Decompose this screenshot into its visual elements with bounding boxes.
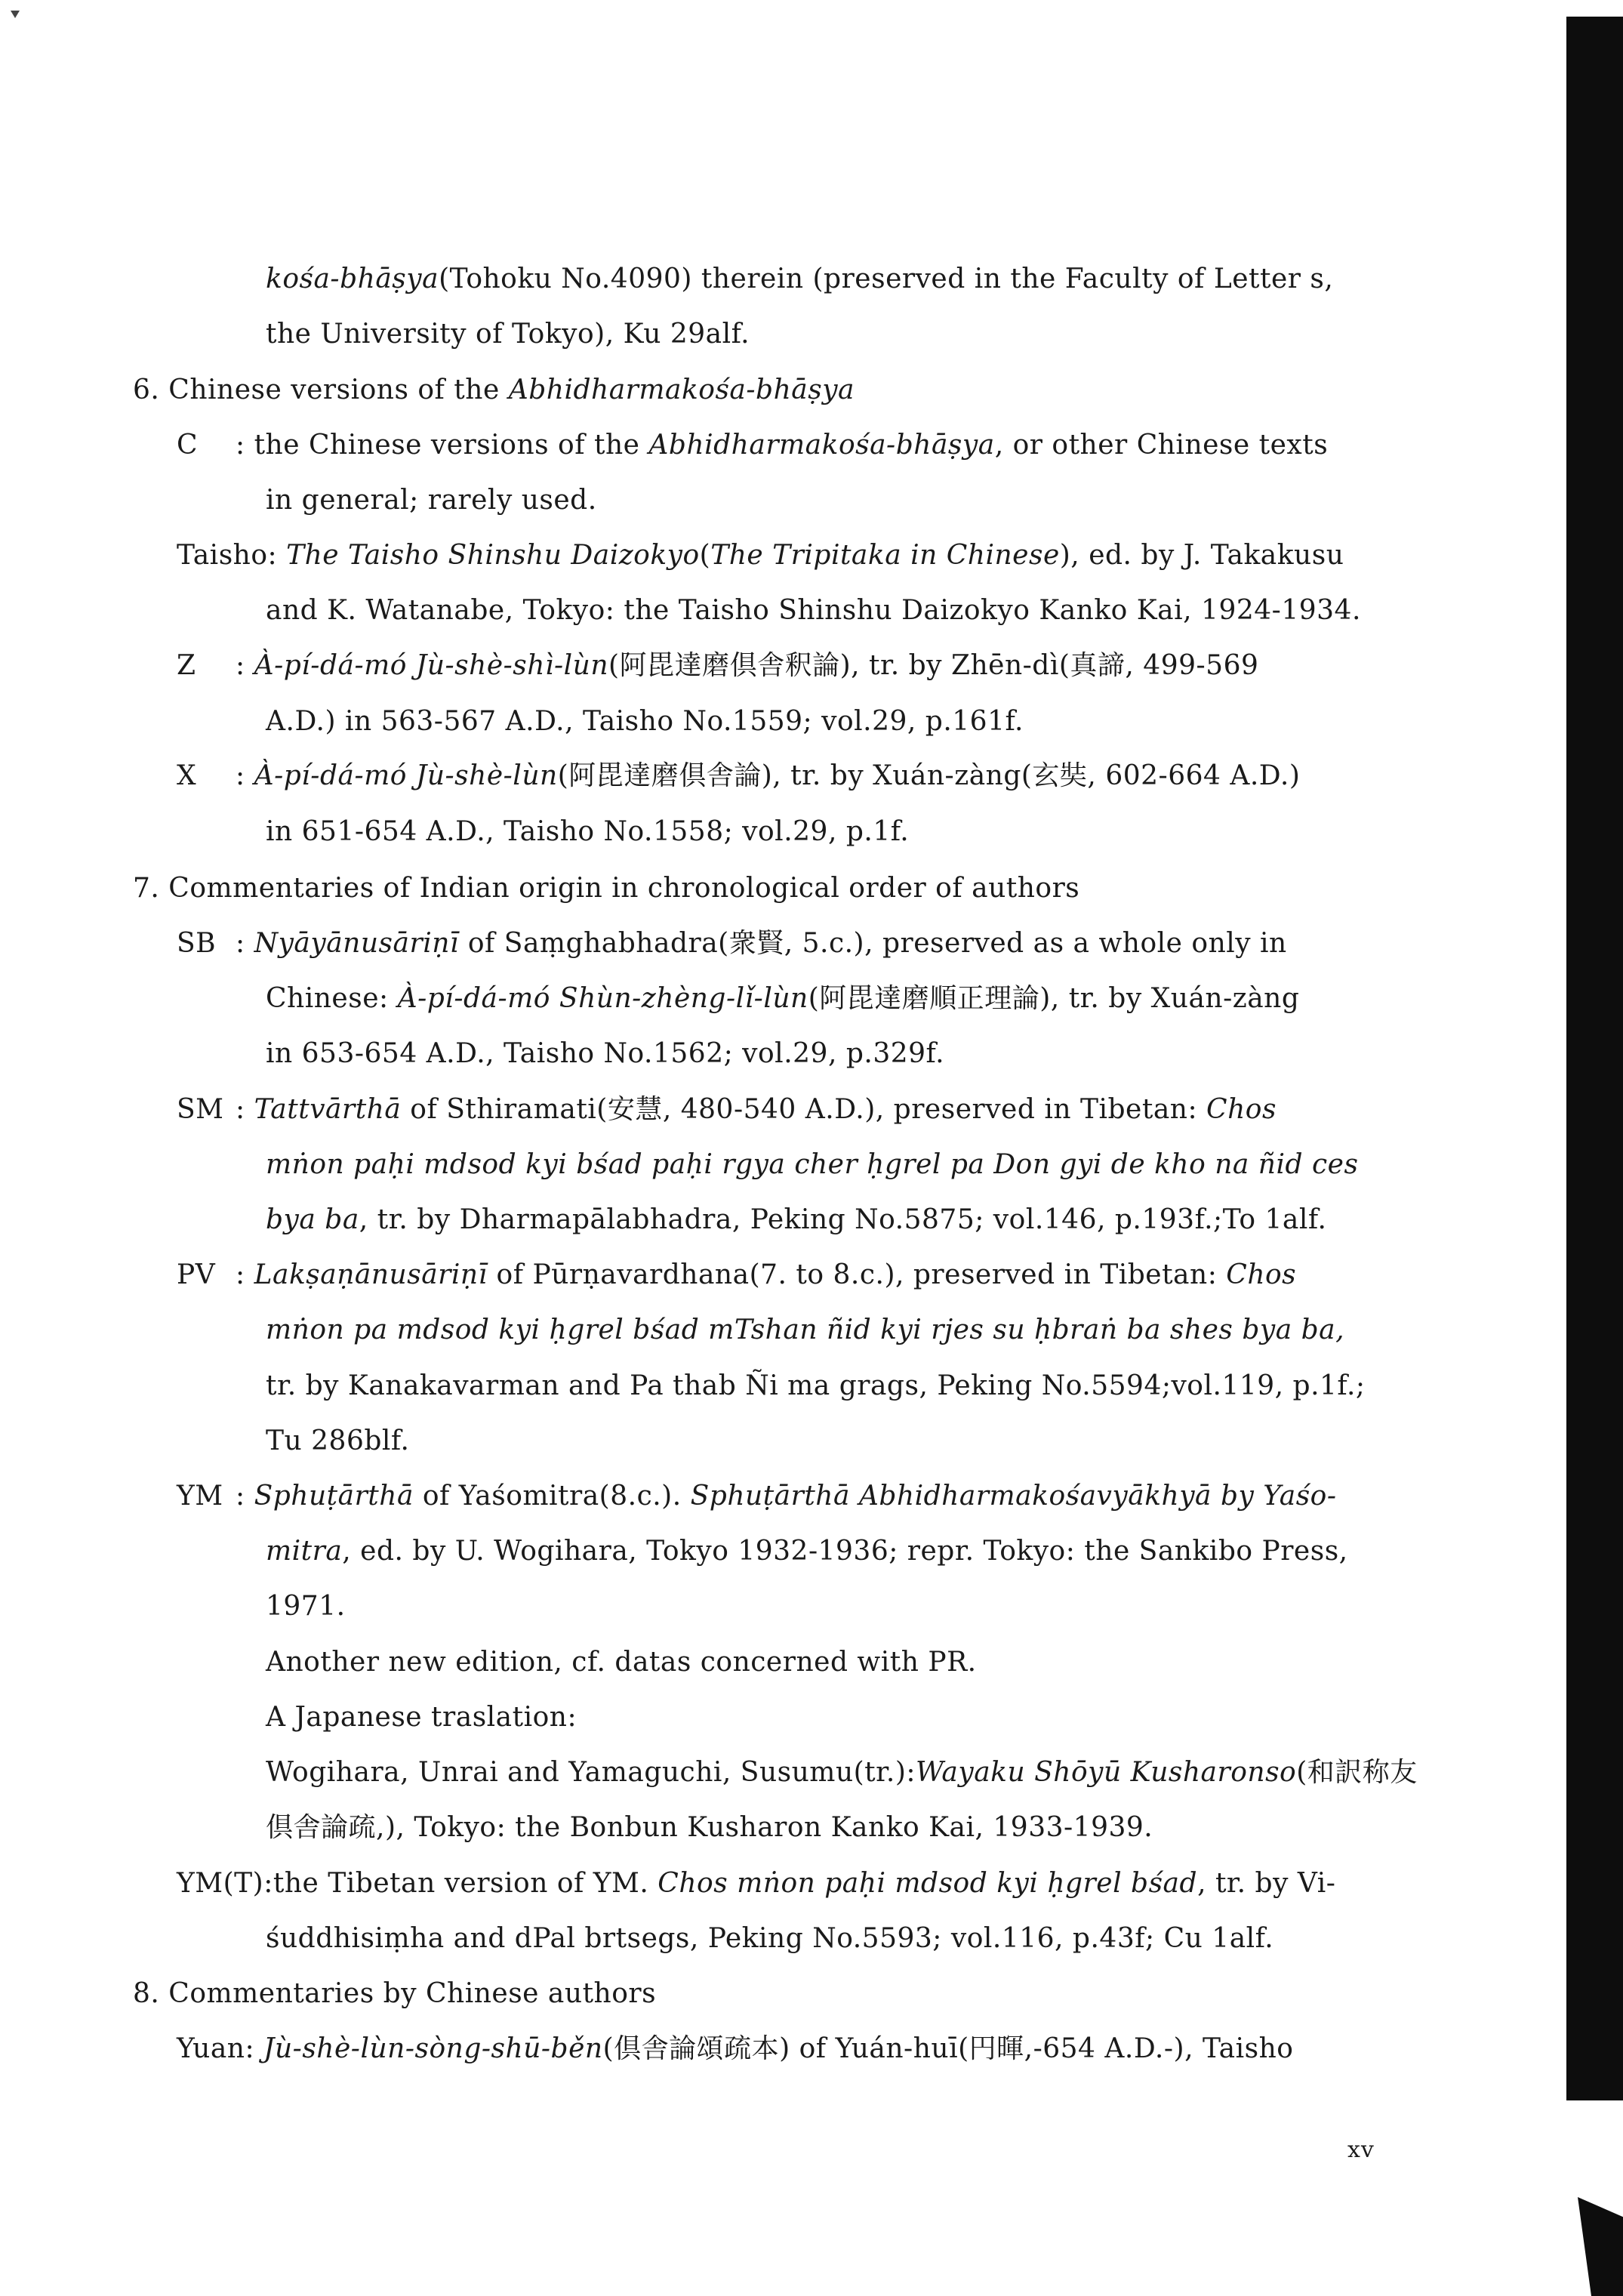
entry-title: Abhidharmakośa-bhāṣya [648,430,995,461]
entry-sm-line-2: mṅon paḥi mdsod kyi bśad paḥi rgya cher ḥgrel pa Don gyi de kho na ñid ces [266,1149,1359,1180]
entry-colon: : [236,1481,254,1512]
entry-5-text: (Tohoku No.4090) therein (preserved in the Faculty of Letter s, [439,264,1334,294]
entry-title: Jù-shè-lùn-sòng-shū-běn [263,2033,603,2064]
entry-ym-line-5: A Japanese traslation: [266,1702,577,1733]
entry-text: , ed. by U. Wogihara, Tokyo 1932-1936; repr. Tokyo: the Sankibo Press, [342,1536,1348,1567]
entry-text: (阿毘達磨順正理論), tr. by Xuán-zàng [808,983,1300,1014]
entry-text: ( [699,540,711,571]
entry-key: Yuan: [177,2033,264,2064]
entry-text: : the Chinese versions of the [236,430,649,461]
entry-text: of Yaśomitra(8.c.). [413,1481,691,1512]
entry-sb-key: SB [177,928,217,959]
page-number: xv [1347,2137,1375,2163]
entry-title: À-pí-dá-mó Jù-shè-shì-lùn [254,650,609,681]
entry-sb-line-3: in 653-654 A.D., Taisho No.1562; vol.29, p.329f. [266,1038,945,1069]
entry-text: (和訳称友 [1296,1757,1418,1788]
heading-title: Abhidharmakośa-bhāṣya [508,374,855,405]
entry-text: (阿毘達磨倶舎論), tr. by Xuán-zàng(玄奘, 602-664 A.D.) [557,760,1301,791]
entry-c-line-1 [236,429,1328,462]
entry-key: Taisho: [177,540,287,571]
entry-5-line-1 [266,263,1333,296]
entry-key: YM(T):the Tibetan version of YM. [177,1868,658,1899]
entry-colon: : [236,1094,254,1125]
entry-ym-key: YM [177,1481,223,1512]
entry-title: Wayaku Shōyū Kusharonso [916,1757,1297,1788]
entry-title: mitra [266,1536,343,1567]
entry-title: The Tripitaka in Chinese [710,540,1060,571]
entry-title: À-pí-dá-mó Shùn-zhèng-lǐ-lùn [397,983,808,1014]
entry-title: bya ba [266,1204,359,1235]
entry-sb-line-1 [236,927,1287,960]
entry-ym-line-6 [266,1756,1418,1789]
entry-text: of Pūrṇavardhana(7. to 8.c.), preserved in Tibetan: [487,1259,1227,1290]
entry-title: Sphuṭārthā Abhidharmakośavyākhyā by Yaśo- [690,1481,1337,1512]
entry-title: À-pí-dá-mó Jù-shè-lùn [254,760,558,791]
entry-x-key: X [177,760,197,791]
entry-taisho-line-2: and K. Watanabe, Tokyo: the Taisho Shinshu Daizokyo Kanko Kai, 1924-1934. [266,595,1361,626]
entry-z-line-1 [236,649,1258,683]
entry-text: Chinese: [266,983,398,1014]
entry-text: , tr. by Dharmapālabhadra, Peking No.5875; vol.146, p.193f.;To 1alf. [359,1204,1327,1235]
entry-c-line-2: in general; rarely used. [266,485,597,516]
entry-title: Nyāyānusāriṇī [254,928,459,959]
entry-x-line-2: in 651-654 A.D., Taisho No.1558; vol.29, p.1f. [266,816,910,847]
heading-text: 6. Chinese versions of the [133,374,509,405]
entry-taisho-line-1 [177,539,1344,572]
entry-c-key: C [177,430,199,461]
entry-ym-line-2 [266,1535,1348,1568]
entry-title: Chos [1206,1094,1277,1125]
entry-ymt-line-2: śuddhisiṃha and dPal brtsegs, Peking No.5593; vol.116, p.43f; Cu 1alf. [266,1923,1274,1954]
entry-text: ), ed. by J. Takakusu [1059,540,1344,571]
entry-ym-line-3: 1971. [266,1591,346,1622]
entry-yuan-line-1 [177,2032,1294,2066]
entry-text: , or other Chinese texts [994,430,1329,461]
entry-text: (阿毘達磨倶舎釈論), tr. by Zhēn-dì(真諦, 499-569 [608,650,1259,681]
entry-text: of Saṃghabhadra(衆賢, 5.c.), preserved as a whole only in [458,928,1287,959]
entry-ym-line-4: Another new edition, cf. datas concerned with PR. [266,1647,977,1678]
entry-5-title: kośa-bhāṣya [266,264,439,294]
entry-pv-key: PV [177,1259,216,1290]
entry-sm-key: SM [177,1094,224,1125]
entry-sm-line-3 [266,1203,1326,1237]
section-8-heading: 8. Commentaries by Chinese authors [133,1978,657,2009]
entry-title: Sphuṭārthā [254,1481,414,1512]
entry-ym-line-1 [236,1480,1337,1513]
entry-z-line-2: A.D.) in 563-567 A.D., Taisho No.1559; vol.29, p.161f. [266,706,1024,737]
entry-ymt-line-1 [177,1867,1335,1900]
scan-edge-bar-top [1566,17,1623,2100]
entry-title: The Taisho Shinshu Daizokyo [286,540,700,571]
section-6-heading [133,374,855,407]
entry-text: (倶舎論頌疏本) of Yuán-huī(円暉,-654 A.D.-), Taisho [602,2033,1294,2064]
entry-title: Lakṣaṇānusāriṇī [254,1259,488,1290]
corner-mark [11,11,20,18]
entry-colon: : [236,928,254,959]
entry-pv-line-1 [236,1259,1296,1292]
entry-sb-line-2 [266,982,1299,1015]
entry-5-line-2 [266,318,750,351]
entry-colon: : [236,1259,254,1290]
entry-title: Chos mṅon paḥi mdsod kyi ḥgrel bśad [658,1868,1198,1899]
entry-pv-line-4: Tu 286blf. [266,1425,410,1456]
entry-text: of Sthiramati(安慧, 480-540 A.D.), preserved in Tibetan: [401,1094,1207,1125]
entry-colon: : [236,760,254,791]
entry-sm-line-1 [236,1093,1277,1126]
entry-text: , tr. by Vi- [1197,1868,1336,1899]
entry-pv-line-2: mṅon pa mdsod kyi ḥgrel bśad mTshan ñid kyi rjes su ḥbraṅ ba shes bya ba, [266,1314,1345,1345]
entry-colon: : [236,650,254,681]
section-7-heading: 7. Commentaries of Indian origin in chronological order of authors [133,873,1080,904]
entry-5-text: the University of Tokyo), Ku 29alf. [266,319,750,350]
entry-ym-line-7: 倶舎論疏,), Tokyo: the Bonbun Kusharon Kanko Kai, 1933-1939. [266,1812,1153,1843]
scan-edge-bar-bottom [1578,2197,1623,2296]
entry-x-line-1 [236,760,1300,793]
entry-z-key: Z [177,650,196,681]
entry-text: Wogihara, Unrai and Yamaguchi, Susumu(tr.): [266,1757,916,1788]
entry-title: Tattvārthā [254,1094,402,1125]
entry-title: Chos [1226,1259,1297,1290]
entry-pv-line-3: tr. by Kanakavarman and Pa thab Ñi ma grags, Peking No.5594;vol.119, p.1f.; [266,1370,1366,1401]
